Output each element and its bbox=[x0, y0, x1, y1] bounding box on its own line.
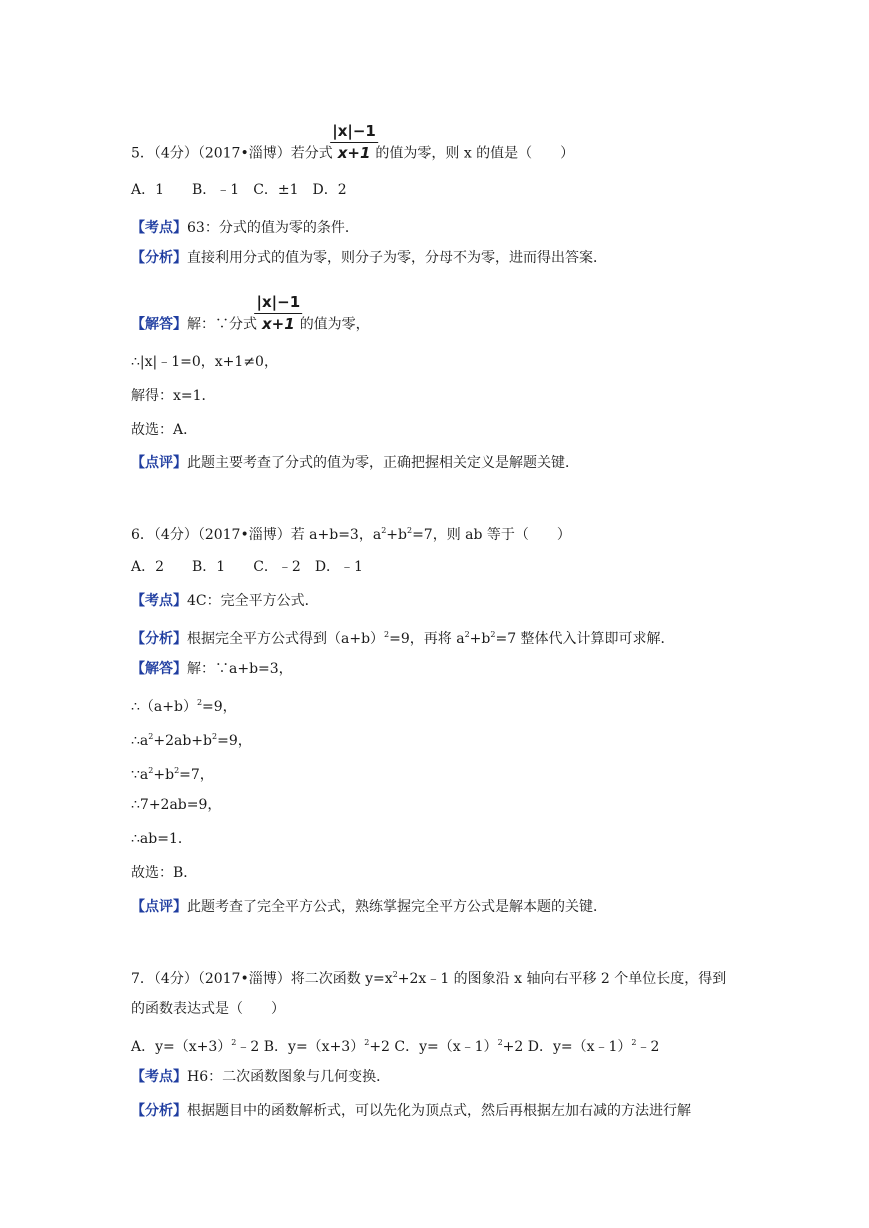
dianping-tag: 【点评】 bbox=[131, 455, 187, 471]
q6-step2: $\therefore a^2+2ab+b^2=9$， bbox=[131, 732, 252, 749]
q5-jieda-frac-denominator: x+1 bbox=[262, 315, 295, 333]
q5-frac-denominator: x+1 bbox=[337, 144, 371, 162]
fenxi-tag: 【分析】 bbox=[131, 1103, 187, 1119]
q5-step1: ∴|x|﹣1=0，x+1≠0， bbox=[131, 354, 278, 370]
q7-options: A．$y=(x+3)^2﹣2$ B．$y=(x+3)^2+2$ C．y=（x﹣1）$^2$+2 D．y=（x﹣1）$^2$﹣2 bbox=[131, 1038, 660, 1055]
q5-stem: 5．（4分）（2017•淄博）若分式 $\frac{|x|-1}{x+1}$ 的值为零，则 x 的值是（ ） bbox=[131, 122, 575, 162]
q7-fenxi: 【分析】根据题目中的函数解析式，可以先化为顶点式，然后再根据左加右减的方法进行解 bbox=[131, 1103, 691, 1119]
q6-step5: ∴ab=1． bbox=[131, 831, 192, 847]
dianping-tag: 【点评】 bbox=[131, 899, 187, 915]
q5-dianping: 【点评】此题主要考查了分式的值为零，正确把握相关定义是解题关键． bbox=[131, 455, 579, 471]
fenxi-tag: 【分析】 bbox=[131, 631, 187, 647]
q6-options: A．2 B．1 C．﹣2 D．﹣1 bbox=[131, 559, 363, 575]
q5-kaodian: 【考点】63：分式的值为零的条件． bbox=[131, 220, 359, 236]
kaodian-tag: 【考点】 bbox=[131, 593, 187, 609]
q5-answer: 故选：A． bbox=[131, 422, 198, 438]
q5-fenxi: 【分析】直接利用分式的值为零，则分子为零，分母不为零，进而得出答案． bbox=[131, 250, 607, 266]
q5-options: A．1 B．﹣1 C．±1 D．2 bbox=[131, 182, 347, 198]
q6-fenxi: 【分析】根据完全平方公式得到$(a+b)^2=9$，再将 $a^2+b^2=7$ 整体代入计算即可求解． bbox=[131, 630, 675, 647]
q6-jieda: 【解答】解：∵a+b=3， bbox=[131, 661, 293, 677]
q7-stem: 7．（4分）（2017•淄博）将二次函数 $y=x^2+2x﹣1$ 的图象沿 x 轴向右平移 2 个单位长度，得到 bbox=[131, 970, 727, 987]
q6-dianping: 【点评】此题考查了完全平方公式，熟练掌握完全平方公式是解本题的关键． bbox=[131, 899, 607, 915]
q7-stem-line2: 的函数表达式是（ ） bbox=[131, 1001, 285, 1017]
q5-jieda-frac-numerator: |x|−1 bbox=[255, 292, 303, 314]
q6-stem: 6．（4分）（2017•淄博）若 a+b=3，$a^2+b^2=7$，则 ab 等于（ ） bbox=[131, 526, 571, 543]
q6-step3: $\because a^2+b^2=7$， bbox=[131, 766, 214, 783]
jieda-tag: 【解答】 bbox=[131, 661, 187, 677]
q5-jieda: 【解答】解：∵分式 $\frac{|x|-1}{x+1}$ 的值为零， bbox=[131, 293, 370, 333]
q6-answer: 故选：B． bbox=[131, 865, 198, 881]
q6-step1: $\therefore(a+b)^2=9$， bbox=[131, 698, 237, 715]
q7-kaodian: 【考点】H6：二次函数图象与几何变换． bbox=[131, 1069, 391, 1085]
kaodian-tag: 【考点】 bbox=[131, 220, 187, 236]
q5-jieda-fraction bbox=[256, 293, 301, 335]
q6-step4: ∴7+2ab=9， bbox=[131, 797, 222, 813]
q6-kaodian: 【考点】4C：完全平方公式． bbox=[131, 593, 319, 609]
q5-step2: 解得：x=1． bbox=[131, 388, 216, 404]
fenxi-tag: 【分析】 bbox=[131, 250, 187, 266]
q5-fraction bbox=[332, 122, 376, 164]
jieda-tag: 【解答】 bbox=[131, 316, 187, 333]
kaodian-tag: 【考点】 bbox=[131, 1069, 187, 1085]
q5-frac-numerator: |x|−1 bbox=[330, 121, 378, 143]
